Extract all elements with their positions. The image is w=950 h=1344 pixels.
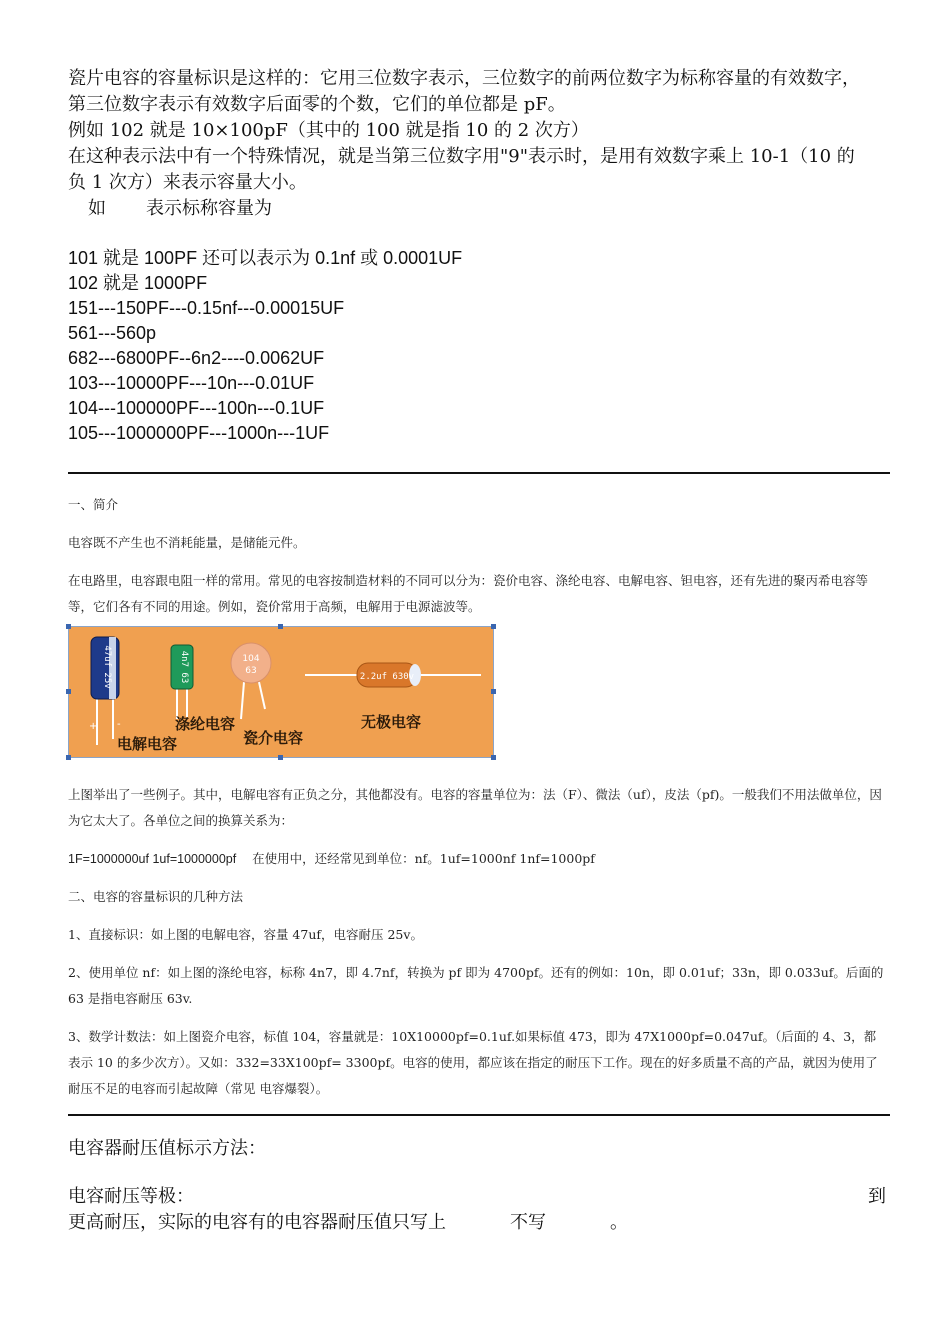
article-section (68, 492, 886, 1102)
ceramic-capacitor-icon (231, 643, 271, 719)
resize-handle (278, 624, 283, 629)
conversion-note: 在使用中，还经常见到单位：nf。1uf=1000nf 1nf=1000pf (252, 851, 595, 866)
capacitor-code-list (68, 246, 886, 446)
capacitor-illustration (69, 627, 493, 757)
code-row: 151---150PF---0.15nf---0.00015UF (68, 298, 345, 318)
intro-line: 在这种表示法中有一个特殊情况，就是当第三位数字用"9"表示时，是用有效数字乘上 10-1（10 的 (68, 146, 855, 167)
section-title: 电容器耐压值标示方法： (68, 1138, 266, 1159)
divider-rule (68, 1114, 890, 1116)
label-ceramic: 瓷介电容 (243, 729, 304, 747)
nonpolar-marking: 2.2uf 630v (359, 672, 415, 682)
resize-handle (66, 755, 71, 760)
label-electrolytic: 电解电容 (117, 735, 178, 753)
capacitor-photo (68, 626, 494, 758)
paragraph: 上图举出了一些例子。其中，电解电容有正负之分，其他都没有。电容的容量单位为：法（F）、微法（uf），皮法（pf)。一般我们不用法做单位，因为它太大了。各单位之间的换算关系为： (68, 787, 882, 828)
section-heading: 二、电容的容量标识的几种方法 (68, 889, 244, 904)
code-row: 105---1000000PF---1000n---1UF (68, 423, 330, 443)
paragraph: 在电路里，电容跟电阻一样的常用。常见的电容按制造材料的不同可以分为：瓷价电容、涤纶电容、电解电容、钽电容，还有先进的聚丙希电容等等，它们各有不同的用途。例如，瓷价常用于高频，电解用于电源滤波等。 (68, 573, 869, 614)
document-page (68, 66, 886, 1236)
method-item: 3、数学计数法：如上图瓷介电容，标值 104，容量就是：10X10000pf=0.1uf.如果标值 473，即为 47X1000pf=0.047uf。（后面的 4、3，都表示 10 的多少次方）。又如：332=33X100pf= 3300pf。电容的使用，都应该在指定的耐压下工作。现在的好多质量不高的产品，就因为使用了耐压不足的电容而引起故障（常见 电容爆裂）。 (68, 1029, 878, 1096)
method-item: 1、直接标识：如上图的电解电容，容量 47uf，电容耐压 25v。 (68, 927, 423, 942)
conversion-formula: 1F=1000000uf 1uf=1000000pf (68, 852, 237, 866)
label-nonpolar: 无极电容 (361, 713, 422, 731)
voltage-grade-line (68, 1184, 886, 1210)
code-row: 101 就是 100PF 还可以表示为 0.1nf 或 0.0001UF (68, 248, 463, 268)
voltage-note-text: 。 (610, 1212, 628, 1233)
intro-line: 第三位数字表示有效数字后面零的个数，它们的单位都是 pF。 (68, 94, 566, 115)
voltage-grade-to: 到 (868, 1186, 886, 1207)
code-row: 103---10000PF---10n---0.01UF (68, 373, 315, 393)
label-polyester: 涤纶电容 (175, 715, 236, 733)
example-suffix: 表示标称容量为 (146, 198, 272, 219)
code-row: 102 就是 1000PF (68, 273, 208, 293)
unit-conversion-line (68, 846, 886, 872)
code-row: 561---560p (68, 323, 157, 343)
voltage-note-text: 更高耐压，实际的电容有的电容器耐压值只写上 (68, 1212, 446, 1233)
polyester-capacitor-icon (171, 645, 193, 719)
resize-handle (66, 689, 71, 694)
intro-line: 例如 102 就是 10×100pF（其中的 100 就是指 10 的 2 次方） (68, 120, 589, 141)
voltage-grade-label: 电容耐压等极： (68, 1186, 194, 1207)
example-prefix: 如 (88, 198, 106, 219)
intro-line: 瓷片电容的容量标识是这样的：它用三位数字表示，三位数字的前两位数字为标称容量的有效数字， (68, 68, 860, 89)
ceramic-marking-1: 104 (242, 654, 260, 664)
electrolytic-marking: 47uf 25v (102, 645, 112, 689)
intro-line: 负 1 次方）来表示容量大小。 (68, 172, 307, 193)
minus-sign: - (117, 719, 121, 730)
resize-handle (491, 755, 496, 760)
section-heading: 一、简介 (68, 497, 119, 512)
method-item: 2、使用单位 nf：如上图的涤纶电容，标称 4n7，即 4.7nf，转换为 pf 即为 4700pf。还有的例如：10n，即 0.01uf；33n，即 0.033uf。后面的 63 是指电容耐压 63v. (68, 965, 884, 1006)
code-row: 682---6800PF--6n2----0.0062UF (68, 348, 325, 368)
polyester-marking: 4n7 63 (179, 650, 189, 684)
resize-handle (491, 689, 496, 694)
voltage-note-text: 不写 (510, 1212, 546, 1233)
ceramic-marking-2: 63 (245, 666, 257, 676)
resize-handle (278, 755, 283, 760)
divider-rule (68, 472, 890, 474)
voltage-section (68, 1136, 886, 1236)
intro-section (68, 66, 886, 222)
resize-handle (66, 624, 71, 629)
electrolytic-capacitor-icon (89, 637, 121, 745)
code-row: 104---100000PF---100n---0.1UF (68, 398, 325, 418)
paragraph: 电容既不产生也不消耗能量，是储能元件。 (68, 535, 306, 550)
nonpolar-capacitor-icon (305, 663, 481, 687)
resize-handle (491, 624, 496, 629)
plus-sign: + (89, 721, 98, 732)
intro-example-line (68, 196, 886, 222)
voltage-note-line (68, 1210, 886, 1236)
